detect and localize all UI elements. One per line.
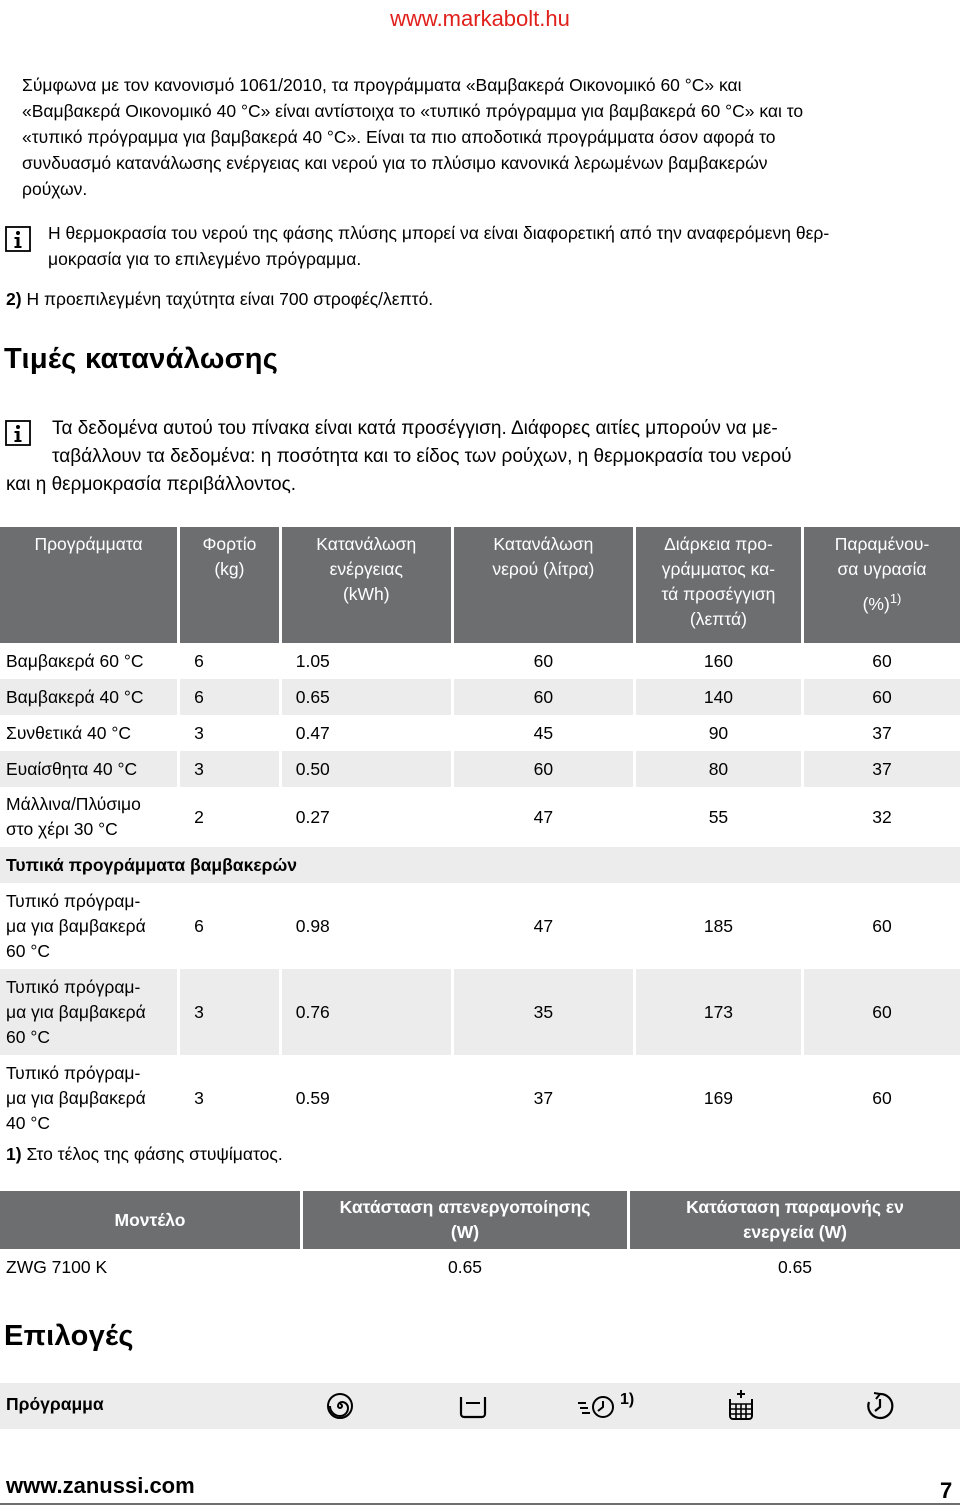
column-header-energy: Κατανάλωση ενέργειας (kWh) xyxy=(282,527,451,643)
footnote-marker: 1) xyxy=(6,1144,22,1164)
load-cell: 6 xyxy=(180,643,279,679)
table-row xyxy=(0,679,960,715)
column-header-humidity: Παραμένου- σα υγρασία (%)$^{1)}$ xyxy=(804,527,960,643)
delay-start-icon xyxy=(865,1391,895,1421)
humidity-cell: 60 xyxy=(804,643,960,679)
duration-cell: 160 xyxy=(636,643,801,679)
energy-cell: 0.76 xyxy=(282,969,451,1055)
humidity-cell: 37 xyxy=(804,751,960,787)
table-header-row xyxy=(0,527,960,643)
program-cell: Ευαίσθητα 40 °C xyxy=(0,751,177,787)
column-header-standby: Κατάσταση παραμονής εν ενεργεία (W) xyxy=(630,1191,960,1249)
footer-rule xyxy=(0,1503,960,1505)
column-header-model: Μοντέλο xyxy=(0,1191,300,1249)
energy-cell: 0.59 xyxy=(282,1055,451,1141)
intro-paragraph xyxy=(22,72,952,202)
program-cell: Τυπικό πρόγραμ- μα για βαμβακερά 60 °C xyxy=(0,883,177,969)
table-header-row xyxy=(0,1191,960,1249)
time-saving-sup: 1) xyxy=(620,1391,635,1408)
humidity-cell: 60 xyxy=(804,1055,960,1141)
table-row xyxy=(0,883,960,969)
column-header-water: Κατανάλωση νερού (λίτρα) xyxy=(454,527,633,643)
table-row xyxy=(0,1249,960,1285)
section-title-options: Επιλογές xyxy=(4,1320,134,1352)
info-line: Η θερμοκρασία του νερού της φάσης πλύσης μπορεί να είναι διαφορετική από την αναφερόμενη θερ- xyxy=(48,223,830,243)
table-row xyxy=(0,715,960,751)
water-cell: 45 xyxy=(454,715,633,751)
program-cell: Βαμβακερά 60 °C xyxy=(0,643,177,679)
water-cell: 47 xyxy=(454,883,633,969)
footnote-text: Η προεπιλεγμένη ταχύτητα είναι 700 στροφές/λεπτό. xyxy=(26,289,434,309)
options-program-label: Πρόγραμμα xyxy=(6,1394,104,1414)
energy-cell: 1.05 xyxy=(282,643,451,679)
intro-line: συνδυασμό κατανάλωσης ενέργειας και νερού για το πλύσιμο κανονικά λερωμένων βαμβακερών xyxy=(22,153,768,173)
table-footnote xyxy=(6,1144,283,1165)
table-section-row xyxy=(0,847,960,883)
intro-line: «τυπικό πρόγραμμα για βαμβακερά 40 °C». Είναι τα πιο αποδοτικά προγράμματα όσον αφορά το xyxy=(22,127,776,147)
water-cell: 47 xyxy=(454,787,633,847)
duration-cell: 173 xyxy=(636,969,801,1055)
info-line: Τα δεδομένα αυτού του πίνακα είναι κατά προσέγγιση. Διάφορες αιτίες μπορούν να με- xyxy=(52,418,778,439)
water-cell: 60 xyxy=(454,751,633,787)
section-label: Τυπικά προγράμματα βαμβακερών xyxy=(0,847,960,883)
time-saving-icon xyxy=(576,1392,616,1420)
energy-cell: 0.98 xyxy=(282,883,451,969)
load-cell: 3 xyxy=(180,715,279,751)
duration-cell: 169 xyxy=(636,1055,801,1141)
humidity-cell: 60 xyxy=(804,969,960,1055)
header-url[interactable]: www.markabolt.hu xyxy=(390,6,570,31)
duration-cell: 140 xyxy=(636,679,801,715)
water-cell: 60 xyxy=(454,679,633,715)
intro-line: Σύμφωνα με τον κανονισμό 1061/2010, τα προγράμματα «Βαμβακερά Οικονομικό 60 °C» και xyxy=(22,75,742,95)
energy-cell: 0.50 xyxy=(282,751,451,787)
duration-cell: 80 xyxy=(636,751,801,787)
intro-line: «Βαμβακερά Οικονομικό 40 °C» είναι αντίστοιχα το «τυπικό πρόγραμμα για βαμβακερά 60 °C» και το xyxy=(22,101,804,121)
load-cell: 3 xyxy=(180,1055,279,1141)
water-cell: 37 xyxy=(454,1055,633,1141)
info-line: και η θερμοκρασία περιβάλλοντος. xyxy=(6,474,297,495)
table-row xyxy=(0,1055,960,1141)
footnote-marker: 2) xyxy=(6,289,22,309)
standby-cell: 0.65 xyxy=(630,1249,960,1285)
energy-cell: 0.27 xyxy=(282,787,451,847)
table-row xyxy=(0,751,960,787)
footnote-2 xyxy=(6,286,433,312)
extra-rinse-icon xyxy=(727,1389,755,1421)
column-header-load: Φορτίο (kg) xyxy=(180,527,279,643)
energy-cell: 0.47 xyxy=(282,715,451,751)
info-note-water-temp xyxy=(48,220,958,272)
footnote-text: Στο τέλος της φάσης στυψίματος. xyxy=(26,1144,283,1164)
program-cell: Βαμβακερά 40 °C xyxy=(0,679,177,715)
column-header-duration: Διάρκεια προ- γράμματος κα- τά προσέγγιση (λεπτά) xyxy=(636,527,801,643)
prewash-tub-icon xyxy=(458,1393,488,1419)
intro-line: ρούχων. xyxy=(22,179,88,199)
program-cell: Τυπικό πρόγραμ- μα για βαμβακερά 40 °C xyxy=(0,1055,177,1141)
load-cell: 3 xyxy=(180,751,279,787)
table-row xyxy=(0,643,960,679)
load-cell: 3 xyxy=(180,969,279,1055)
info-icon xyxy=(5,226,31,252)
duration-cell: 185 xyxy=(636,883,801,969)
water-cell: 35 xyxy=(454,969,633,1055)
info-line: ταβάλλουν τα δεδομένα: η ποσότητα και το είδος των ρούχων, η θερμοκρασία του νερού xyxy=(52,446,792,467)
consumption-table xyxy=(0,527,960,1141)
program-cell: Συνθετικά 40 °C xyxy=(0,715,177,751)
program-cell: Τυπικό πρόγραμ- μα για βαμβακερά 60 °C xyxy=(0,969,177,1055)
column-header-off-mode: Κατάσταση απενεργοποίησης (W) xyxy=(303,1191,627,1249)
humidity-cell: 37 xyxy=(804,715,960,751)
spin-spiral-icon xyxy=(326,1392,354,1420)
info-note-approx xyxy=(52,415,952,471)
duration-cell: 90 xyxy=(636,715,801,751)
section-title-consumption: Τιμές κατανάλωσης xyxy=(4,343,279,375)
load-cell: 6 xyxy=(180,679,279,715)
off-mode-cell: 0.65 xyxy=(303,1249,627,1285)
info-icon xyxy=(5,420,31,446)
program-cell: Μάλλινα/Πλύσιμο στο χέρι 30 °C xyxy=(0,787,177,847)
humidity-cell: 60 xyxy=(804,679,960,715)
water-cell: 60 xyxy=(454,643,633,679)
footer-url[interactable]: www.zanussi.com xyxy=(6,1473,195,1498)
humidity-cell: 60 xyxy=(804,883,960,969)
load-cell: 6 xyxy=(180,883,279,969)
info-line: μοκρασία για το επιλεγμένο πρόγραμμα. xyxy=(48,249,362,269)
model-cell: ZWG 7100 K xyxy=(0,1249,300,1285)
humidity-cell: 32 xyxy=(804,787,960,847)
table-row xyxy=(0,787,960,847)
load-cell: 2 xyxy=(180,787,279,847)
power-table xyxy=(0,1191,960,1285)
page-number: 7 xyxy=(940,1478,953,1503)
table-row xyxy=(0,969,960,1055)
energy-cell: 0.65 xyxy=(282,679,451,715)
options-header-row xyxy=(0,1383,960,1429)
duration-cell: 55 xyxy=(636,787,801,847)
column-header-programs: Προγράμματα xyxy=(0,527,177,643)
